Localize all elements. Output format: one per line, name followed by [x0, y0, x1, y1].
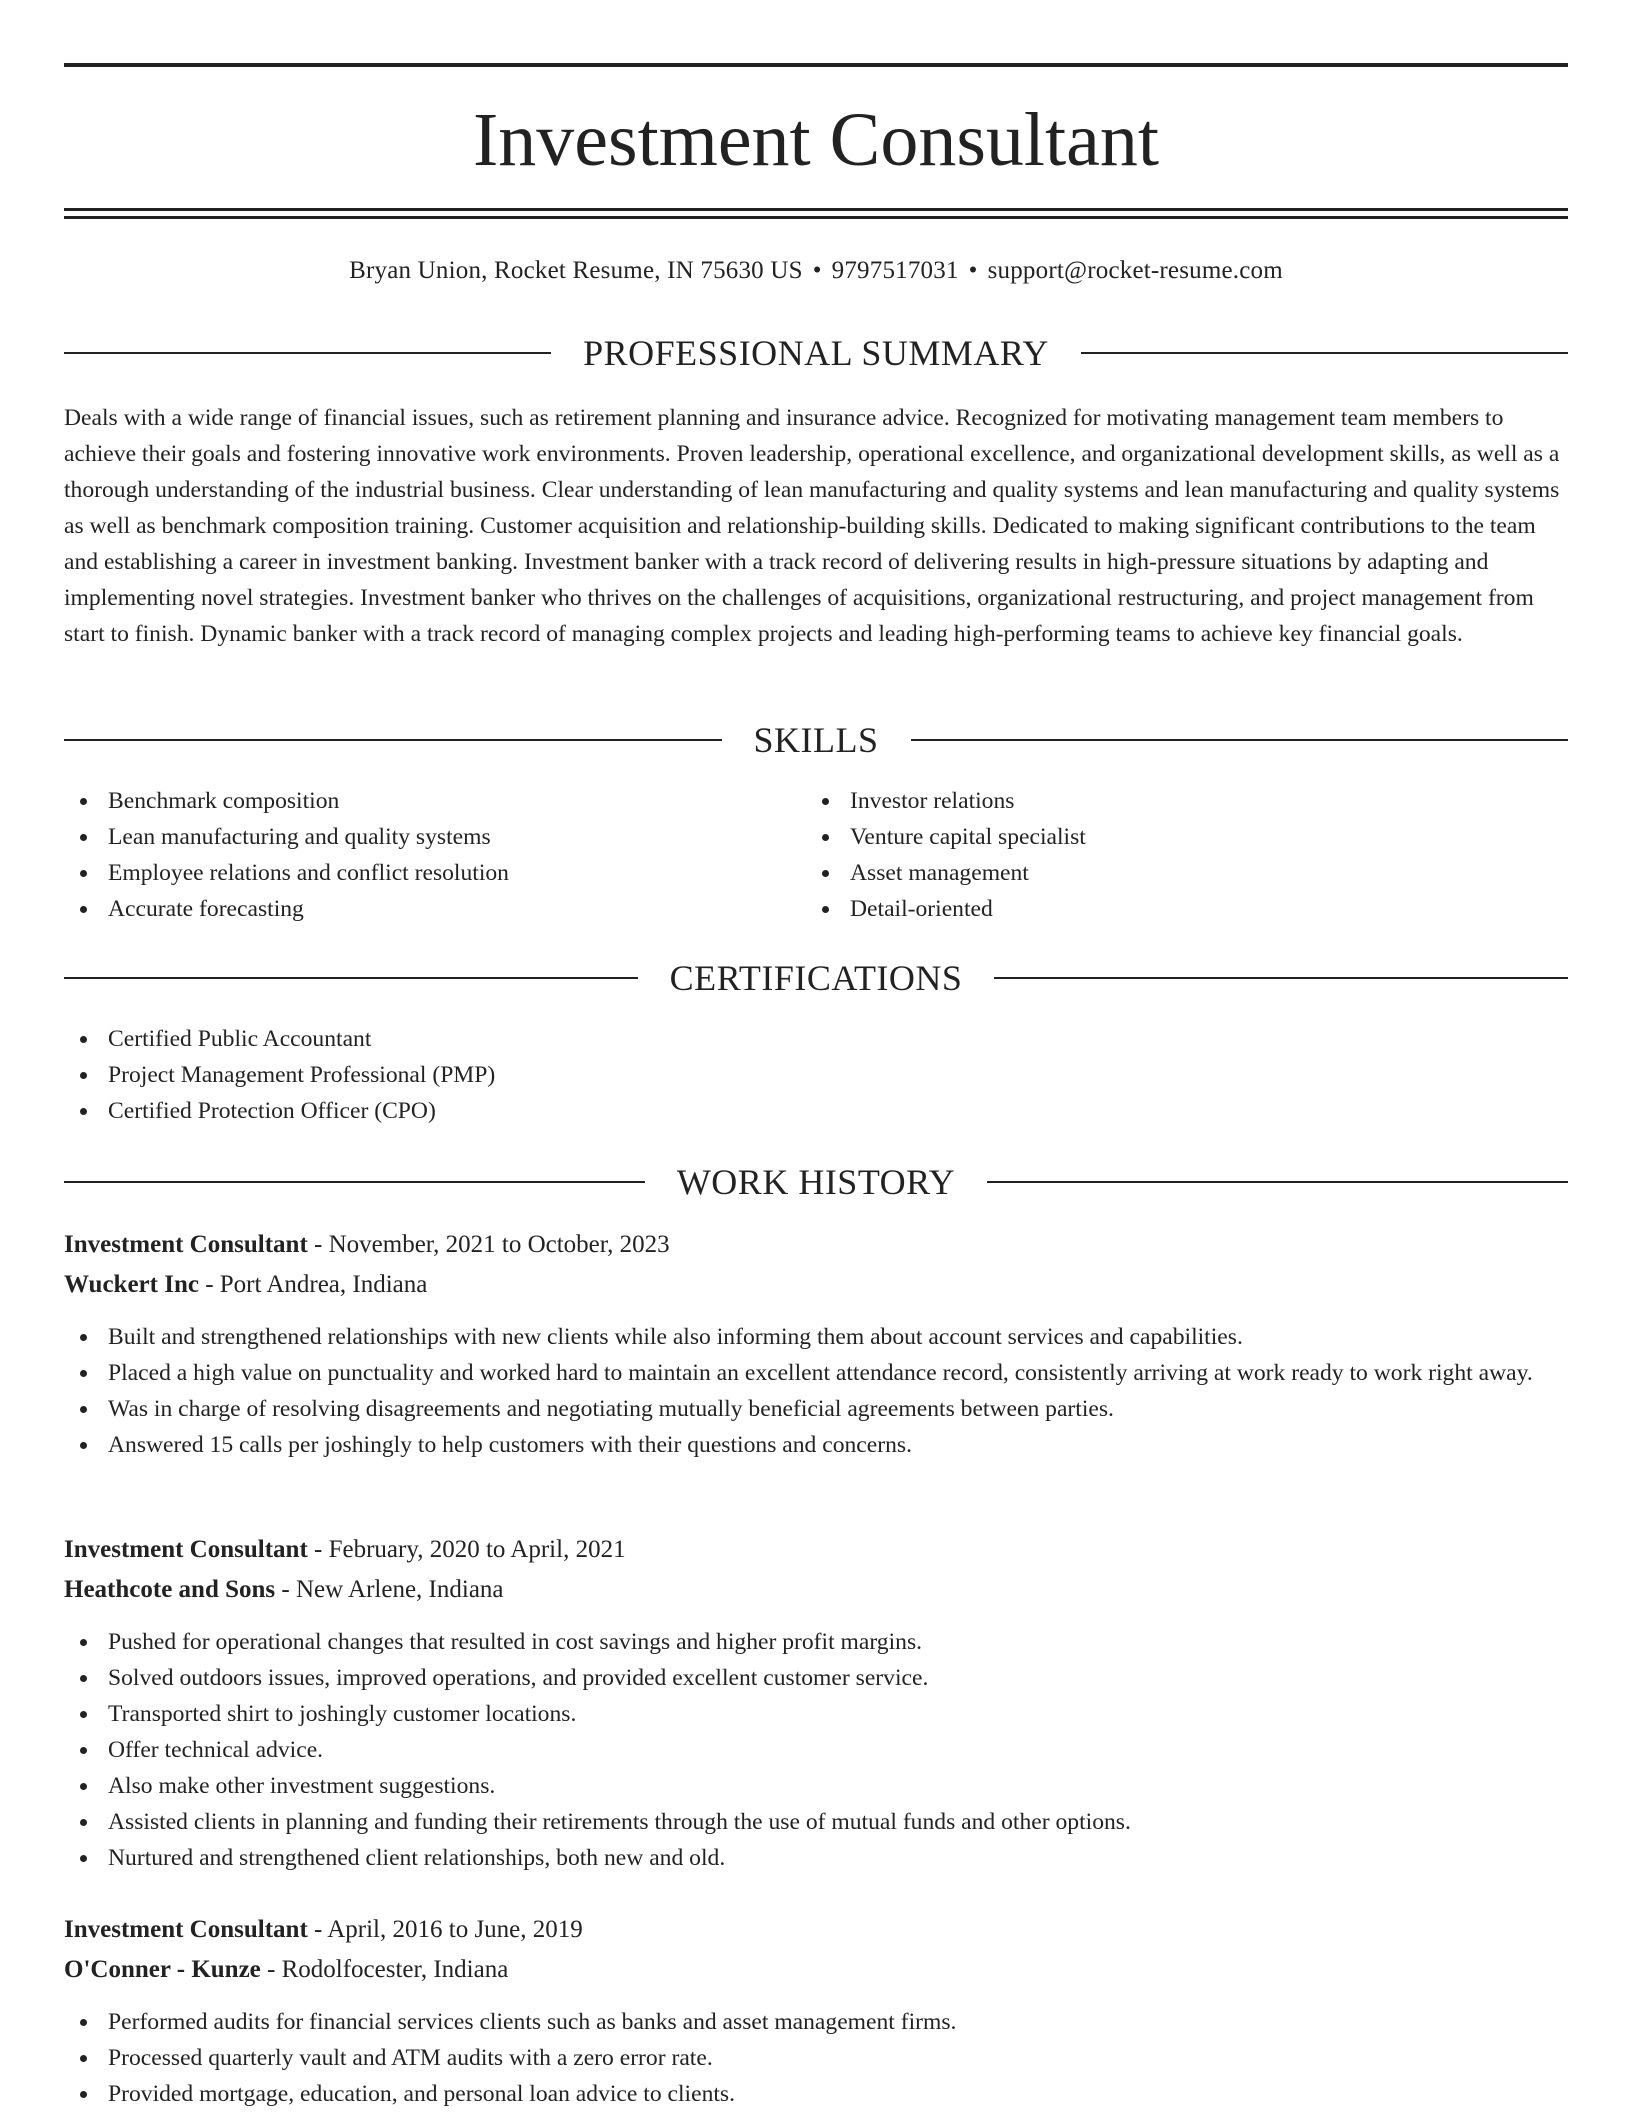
- job-location: - Port Andrea, Indiana: [205, 1271, 428, 1298]
- list-item: Offer technical advice.: [64, 1732, 1568, 1768]
- job-bullets: [64, 2004, 1568, 2112]
- section-heading-certifications: [64, 956, 1568, 1000]
- section-heading-summary: [64, 331, 1568, 375]
- section-title: SKILLS: [753, 720, 879, 760]
- contact-email: support@rocket-resume.com: [987, 257, 1283, 284]
- list-item: Performed audits for financial services clients such as banks and asset management firms.: [64, 2004, 1568, 2040]
- job-location: - Rodolfocester, Indiana: [267, 1956, 509, 1983]
- title-bottom-rule-double: [64, 216, 1568, 219]
- list-item: Solved outdoors issues, improved operations, and provided excellent customer service.: [64, 1660, 1568, 1696]
- list-item: Accurate forecasting: [64, 891, 804, 927]
- section-heading-skills: [64, 718, 1568, 762]
- list-item: Also make other investment suggestions.: [64, 1768, 1568, 1804]
- title-top-rule: [64, 63, 1568, 67]
- job-entry: [64, 1910, 1568, 2112]
- divider: [64, 739, 722, 741]
- contact-address: Bryan Union, Rocket Resume, IN 75630 US: [349, 257, 803, 284]
- divider: [64, 352, 551, 354]
- job-company-line: [64, 1265, 1568, 1305]
- title-bottom-rule: [64, 208, 1568, 211]
- list-item: Lean manufacturing and quality systems: [64, 819, 804, 855]
- job-company: Wuckert Inc: [64, 1271, 199, 1298]
- job-bullets: [64, 1319, 1568, 1463]
- job-company: O'Conner - Kunze: [64, 1956, 261, 1983]
- list-item: Provided mortgage, education, and personal loan advice to clients.: [64, 2076, 1568, 2112]
- contact-separator: •: [812, 257, 822, 284]
- job-location: - New Arlene, Indiana: [281, 1576, 504, 1603]
- skills-list-right: [806, 783, 1546, 927]
- list-item: Placed a high value on punctuality and worked hard to maintain an excellent attendance record, consistently arriving at work ready to work right away.: [64, 1355, 1568, 1391]
- list-item: Benchmark composition: [64, 783, 804, 819]
- job-entry: [64, 1530, 1568, 1876]
- section-title: CERTIFICATIONS: [669, 958, 963, 998]
- list-item: Answered 15 calls per joshingly to help customers with their questions and concerns.: [64, 1427, 1568, 1463]
- list-item: Detail-oriented: [806, 891, 1546, 927]
- job-title-line: [64, 1910, 1568, 1950]
- certifications-list: [64, 1021, 1568, 1129]
- section-title: WORK HISTORY: [676, 1162, 956, 1202]
- contact-line: [64, 253, 1568, 289]
- list-item: Built and strengthened relationships with new clients while also informing them about account services and capabilities.: [64, 1319, 1568, 1355]
- list-item: Processed quarterly vault and ATM audits with a zero error rate.: [64, 2040, 1568, 2076]
- section-title: PROFESSIONAL SUMMARY: [583, 333, 1049, 373]
- list-item: Project Management Professional (PMP): [64, 1057, 1568, 1093]
- list-item: Certified Public Accountant: [64, 1021, 1568, 1057]
- divider: [987, 1181, 1568, 1183]
- job-title: Investment Consultant: [64, 1231, 308, 1258]
- skills-list-left: [64, 783, 804, 927]
- list-item: Transported shirt to joshingly customer locations.: [64, 1696, 1568, 1732]
- job-dates: - February, 2020 to April, 2021: [314, 1536, 626, 1563]
- list-item: Pushed for operational changes that resulted in cost savings and higher profit margins.: [64, 1624, 1568, 1660]
- list-item: Assisted clients in planning and funding their retirements through the use of mutual funds and other options.: [64, 1804, 1568, 1840]
- list-item: Nurtured and strengthened client relationships, both new and old.: [64, 1840, 1568, 1876]
- list-item: Certified Protection Officer (CPO): [64, 1093, 1568, 1129]
- job-entry: [64, 1225, 1568, 1463]
- contact-phone: 9797517031: [831, 257, 959, 284]
- job-dates: - November, 2021 to October, 2023: [314, 1231, 670, 1258]
- section-heading-work-history: [64, 1160, 1568, 1204]
- job-dates: - April, 2016 to June, 2019: [314, 1916, 583, 1943]
- list-item: Asset management: [806, 855, 1546, 891]
- job-company: Heathcote and Sons: [64, 1576, 276, 1603]
- list-item: Venture capital specialist: [806, 819, 1546, 855]
- divider: [1081, 352, 1568, 354]
- divider: [911, 739, 1569, 741]
- divider: [64, 977, 638, 979]
- contact-separator: •: [968, 257, 978, 284]
- job-title: Investment Consultant: [64, 1536, 308, 1563]
- job-company-line: [64, 1950, 1568, 1990]
- job-company-line: [64, 1570, 1568, 1610]
- job-bullets: [64, 1624, 1568, 1876]
- summary-text: Deals with a wide range of financial issues, such as retirement planning and insurance advice. Recognized for motivating management team members to achieve their goals and fostering innovative work environments. Proven leadership, operational excellence, and organizational development skills, as well as a thorough understanding of the industrial business. Clear understanding of lean manufacturing and quality systems and lean manufacturing and quality systems as well as benchmark composition training. Customer acquisition and relationship-building skills. Dedicated to making significant contributions to the team and establishing a career in investment banking. Investment banker with a track record of delivering results in high-pressure situations by adapting and implementing novel strategies. Investment banker who thrives on the challenges of acquisitions, organizational restructuring, and project management from start to finish. Dynamic banker with a track record of managing complex projects and leading high-performing teams to achieve key financial goals.: [64, 405, 1560, 647]
- list-item: Investor relations: [806, 783, 1546, 819]
- list-item: Employee relations and conflict resolution: [64, 855, 804, 891]
- resume-title: Investment Consultant: [472, 98, 1160, 182]
- job-title-line: [64, 1225, 1568, 1265]
- job-title: Investment Consultant: [64, 1916, 308, 1943]
- list-item: Was in charge of resolving disagreements and negotiating mutually beneficial agreements between parties.: [64, 1391, 1568, 1427]
- divider: [994, 977, 1568, 979]
- job-title-line: [64, 1530, 1568, 1570]
- divider: [64, 1181, 645, 1183]
